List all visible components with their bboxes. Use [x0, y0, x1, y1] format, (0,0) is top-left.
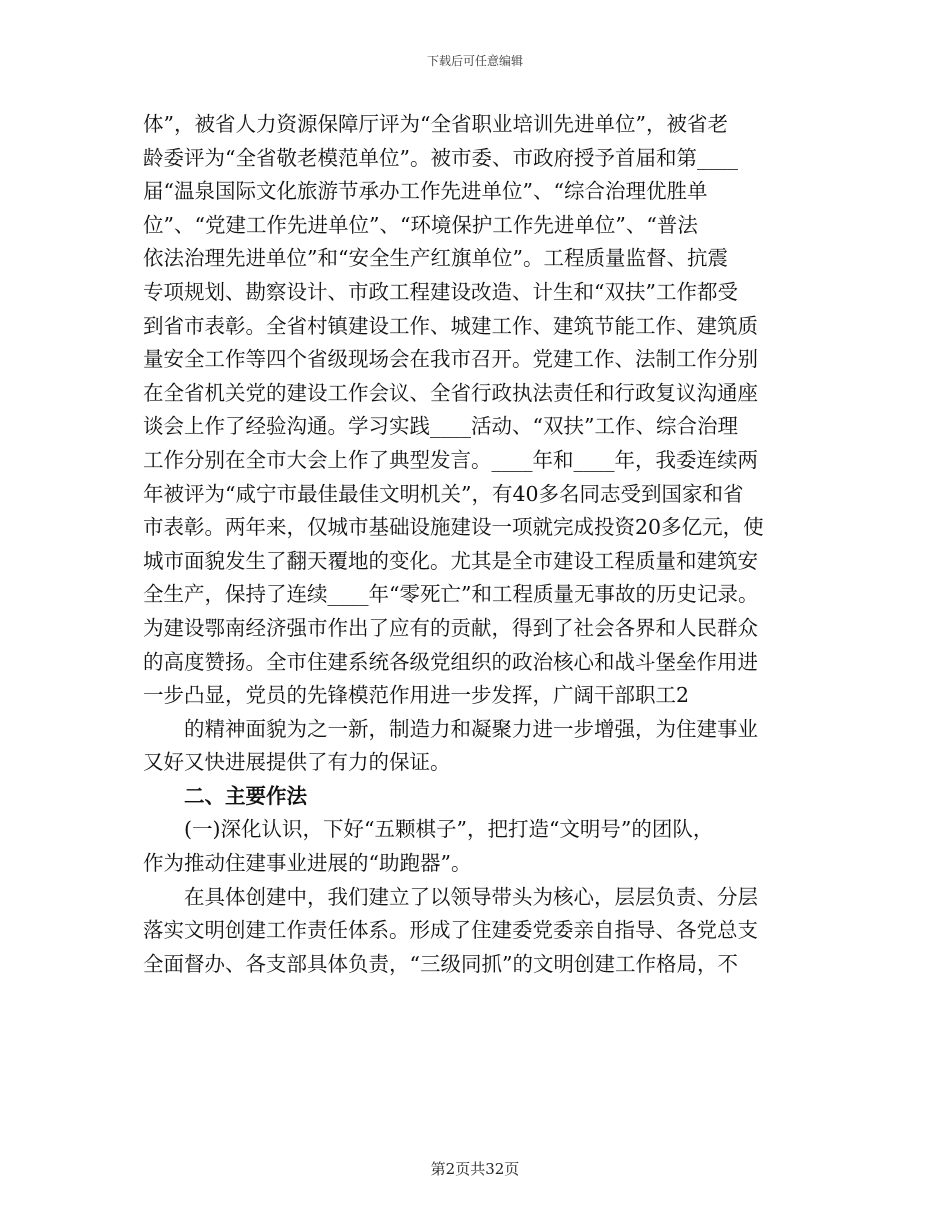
text-line: 为建设鄂南经济强市作出了应有的贡献，得到了社会各界和人民群众	[143, 615, 758, 640]
text-line: 谈会上作了经验沟通。学习实践____活动、“双扶”工作、综合治理	[143, 414, 738, 439]
text-line: 一步凸显，党员的先锋模范作用进一步发挥，广阔干部职工2	[143, 683, 690, 708]
text-line: 作为推动住建事业进展的“助跑器”。	[143, 851, 472, 876]
text-line: 落实文明创建工作责任体系。形成了住建委党委亲自指导、各党总支	[143, 918, 758, 943]
text-line: 届“温泉国际文化旅游节承办工作先进单位”、“综合治理优胜单	[143, 179, 708, 204]
text-line: 全面督办、各支部具体负责，“三级同抓”的文明创建工作格局，不	[143, 951, 738, 976]
text-line: 专项规划、勘察设计、市政工程建设改造、计生和“双扶”工作都受	[143, 279, 738, 304]
text-line: 市表彰。两年来，仅城市基础设施建设一项就完成投资20多亿元，使	[143, 515, 764, 540]
text-line: 量安全工作等四个省级现场会在我市召开。党建工作、法制工作分别	[143, 347, 758, 372]
section-heading: 二、主要作法	[184, 783, 307, 808]
text-line: 全生产，保持了连续____年“零死亡”和工程质量无事故的历史记录。	[143, 582, 759, 607]
text-line: 的精神面貌为之一新，制造力和凝聚力进一步增强，为住建事业	[184, 716, 758, 741]
text-line: 依法治理先进单位”和“安全生产红旗单位”。工程质量监督、抗震	[143, 246, 728, 271]
page-header: 下载后可任意编辑	[426, 54, 523, 68]
text-line: 到省市表彰。全省村镇建设工作、城建工作、建筑节能工作、建筑质	[143, 313, 758, 338]
text-line: 龄委评为“全省敬老模范单位”。被市委、市政府授予首届和第____	[143, 145, 738, 170]
document-body	[143, 108, 803, 981]
text-line: 又好又快进展提供了有力的保证。	[143, 750, 451, 775]
page-number-footer: 第2页共32页	[430, 1160, 520, 1178]
text-line: 位”、“党建工作先进单位”、“环境保护工作先进单位”、“普法	[143, 212, 698, 237]
text-line: 工作分别在全市大会上作了典型发言。____年和____年，我委连续两	[143, 447, 758, 472]
text-line: 城市面貌发生了翻天覆地的变化。尤其是全市建设工程质量和建筑安	[143, 548, 758, 573]
text-line: 在全省机关党的建设工作会议、全省行政执法责任和行政复议沟通座	[143, 380, 758, 405]
text-line: 体”，被省人力资源保障厅评为“全省职业培训先进单位”，被省老	[143, 112, 728, 136]
subsection-heading: (一)深化认识，下好“五颗棋子”，把打造“文明号”的团队，	[184, 817, 714, 842]
text-line: 年被评为“咸宁市最佳最佳文明机关”，有40多名同志受到国家和省	[143, 481, 744, 506]
text-line: 的高度赞扬。全市住建系统各级党组织的政治核心和战斗堡垒作用进	[143, 649, 758, 674]
text-line: 在具体创建中，我们建立了以领导带头为核心，层层负责、分层	[184, 884, 758, 909]
